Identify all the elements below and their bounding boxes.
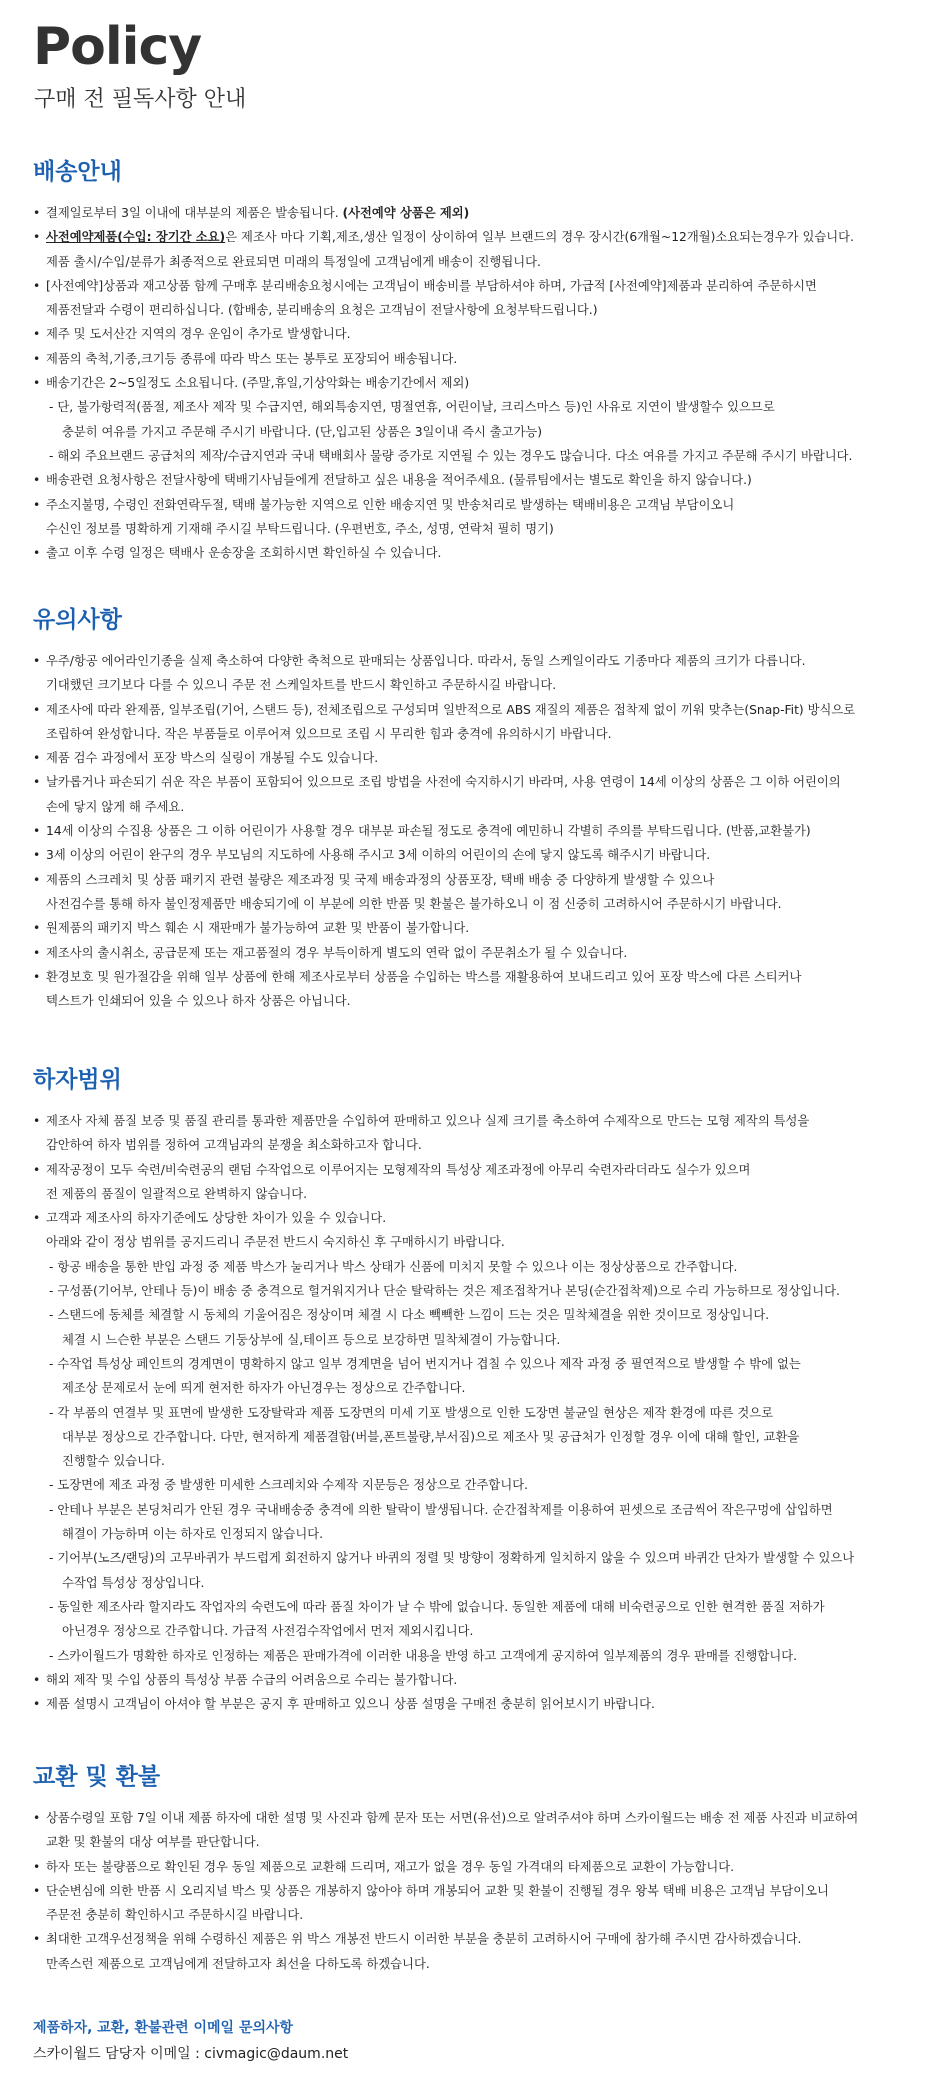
- list-item: • 원제품의 패키지 박스 훼손 시 재판매가 불가능하여 교환 및 반품이 불가합니다.: [33, 916, 903, 940]
- contact-title: 제품하자, 교환, 환불관련 이메일 문의사항: [33, 2020, 294, 2036]
- list-item: • 제조사의 출시취소, 공급문제 또는 재고품절의 경우 부득이하게 별도의 연락 없이 주문취소가 될 수 있습니다.: [33, 941, 903, 965]
- caution-section: [33, 600, 903, 1013]
- list-item: • 우주/항공 에어라인기종을 실제 축소하여 다양한 축척으로 판매되는 상품입니다. 따라서, 동일 스케일이라도 기종마다 제품의 크기가 다릅니다.: [33, 649, 903, 673]
- defects-heading: 하자범위: [33, 1067, 122, 1093]
- list-item-continued: 만족스런 제품으로 고객님에게 전달하고자 최선을 다하도록 하겠습니다.: [46, 1956, 430, 1971]
- defects-list: [33, 1109, 903, 1716]
- list-item-continued: 기대했던 크기보다 다를 수 있으니 주문 전 스케일차트를 반드시 확인하고 주문하시길 바랍니다.: [46, 678, 557, 693]
- caution-list: [33, 649, 903, 1013]
- sub-item-continued: 수작업 특성상 정상입니다.: [62, 1575, 205, 1590]
- list-item: • 제품 검수 과정에서 포장 박스의 실링이 개봉될 수도 있습니다.: [33, 746, 903, 770]
- list-item: • 제주 및 도서산간 지역의 경우 운임이 추가로 발생합니다.: [33, 322, 903, 346]
- contact-email: 스카이월드 담당자 이메일 : civmagic@daum.net: [33, 2046, 349, 2062]
- list-item-continued: 감안하여 하자 범위를 정하여 고객님과의 분쟁을 최소화하고자 합니다.: [46, 1138, 422, 1153]
- list-item: • 상품수령일 포함 7일 이내 제품 하자에 대한 설명 및 사진과 함께 문자 또는 서면(유선)으로 알려주셔야 하며 스카이월드는 배송 전 제품 사진과 비교하여: [33, 1806, 903, 1830]
- list-item: • 환경보호 및 원가절감을 위해 일부 상품에 한해 제조사로부터 상품을 수입하는 박스를 재활용하여 보내드리고 있어 포장 박스에 다른 스티커나: [33, 965, 903, 989]
- list-item: • [사전예약]상품과 재고상품 함께 구매후 분리배송요청시에는 고객님이 배송비를 부담하셔야 하며, 가급적 [사전예약]제품과 분리하여 주문하시면: [33, 274, 903, 298]
- list-item: • 날카롭거나 파손되기 쉬운 작은 부품이 포함되어 있으므로 조립 방법을 사전에 숙지하시기 바라며, 사용 연령이 14세 이상의 상품은 그 이하 어린이의: [33, 770, 903, 794]
- list-item: • 고객과 제조사의 하자기준에도 상당한 차이가 있을 수 있습니다.: [33, 1206, 903, 1230]
- list-item-continued: 아래와 같이 정상 범위를 공지드리니 주문전 반드시 숙지하신 후 구매하시기 바랍니다.: [46, 1235, 505, 1250]
- defects-section: [33, 1060, 903, 1716]
- sub-item: - 수작업 특성상 페인트의 경계면이 명확하지 않고 일부 경계면을 넘어 번지거나 겹칠 수 있으나 제작 과정 중 필연적으로 발생할 수 밖에 없는: [49, 1356, 801, 1371]
- sub-item: - 항공 배송을 통한 반입 과정 중 제품 박스가 눌리거나 박스 상태가 신품에 미치지 못할 수 있으나 이는 정상상품으로 간주합니다.: [49, 1259, 738, 1274]
- sub-item: - 각 부품의 연결부 및 표면에 발생한 도장탈락과 제품 도장면의 미세 기포 발생으로 인한 도장면 불균일 현상은 제작 환경에 따른 것으로: [49, 1405, 774, 1420]
- sub-item-continued: 아닌경우 정상으로 간주합니다. 가급적 사전검수작업에서 먼저 제외시킵니다.: [62, 1624, 474, 1639]
- sub-item-continued: 진행할수 있습니다.: [62, 1454, 165, 1469]
- sub-item: - 해외 주요브랜드 공급처의 제작/수급지연과 국내 택배회사 물량 증가로 지연될 수 있는 경우도 많습니다. 다소 여유를 가지고 주문해 주시기 바랍니다.: [49, 448, 853, 463]
- sub-item: - 구성품(기어부, 안테나 등)이 배송 중 충격으로 헐거워지거나 단순 탈락하는 것은 제조접착거나 본딩(순간접착제)으로 수리 가능하므로 정상입니다.: [49, 1284, 840, 1299]
- sub-item: - 단, 불가항력적(품절, 제조사 제작 및 수급지연, 해외특송지연, 명절연휴, 어린이날, 크리스마스 등)인 사유로 지연이 발생할수 있으므로: [49, 400, 775, 415]
- list-item-continued: 수신인 정보를 명확하게 기재해 주시길 부탁드립니다. (우편번호, 주소, 성명, 연락처 필히 명기): [46, 521, 554, 536]
- list-item: • 제품의 축척,기종,크기등 종류에 따라 박스 또는 봉투로 포장되어 배송됩니다.: [33, 347, 903, 371]
- list-item-continued: 손에 닿지 않게 해 주세요.: [46, 799, 185, 814]
- list-item: • 결제일로부터 3일 이내에 대부분의 제품은 발송됩니다. (사전예약 상품은 제외): [33, 201, 903, 225]
- exchange-section: [33, 1757, 903, 1976]
- list-item-continued: 전 제품의 품질이 일괄적으로 완벽하지 않습니다.: [46, 1186, 308, 1201]
- list-item: • 제조사 자체 품질 보증 및 품질 관리를 통과한 제품만을 수입하여 판매하고 있으나 실제 크기를 축소하여 수제작으로 만드는 모형 제작의 특성을: [33, 1109, 903, 1133]
- list-item: • 배송기간은 2~5일정도 소요됩니다. (주말,휴일,기상악화는 배송기간에서 제외): [33, 371, 903, 395]
- shipping-heading: 배송안내: [33, 159, 122, 185]
- list-item: • 제작공정이 모두 숙련/비숙련공의 랜덤 수작업으로 이루어지는 모형제작의 특성상 제조과정에 아무리 숙련자라더라도 실수가 있으며: [33, 1158, 903, 1182]
- list-item: • 배송관련 요청사항은 전달사항에 택배기사님들에게 전달하고 싶은 내용을 적어주세요. (물류팀에서는 별도로 확인을 하지 않습니다.): [33, 468, 903, 492]
- list-item: • 제품의 스크레치 및 상품 패키지 관련 불량은 제조과정 및 국제 배송과정의 상품포장, 택배 배송 중 다양하게 발생할 수 있으나: [33, 868, 903, 892]
- list-item: • 해외 제작 및 수입 상품의 특성상 부품 수급의 어려움으로 수리는 불가합니다.: [33, 1668, 903, 1692]
- list-item-continued: 제품 출시/수입/분류가 최종적으로 완료되면 미래의 특정일에 고객님에게 배송이 진행됩니다.: [46, 254, 541, 269]
- list-item: • 주소지불명, 수령인 전화연락두절, 택배 불가능한 지역으로 인한 배송지연 및 반송처리로 발생하는 택배비용은 고객님 부담이오니: [33, 493, 903, 517]
- sub-item-continued: 충분히 여유를 가지고 주문해 주시기 바랍니다. (단,입고된 상품은 3일이내 즉시 출고가능): [62, 424, 543, 439]
- sub-item: - 도장면에 제조 과정 중 발생한 미세한 스크레치와 수제작 지문등은 정상으로 간주합니다.: [49, 1478, 528, 1493]
- exchange-heading: 교환 및 환불: [33, 1764, 161, 1790]
- preorder-highlight: 사전예약제품(수입: 장기간 소요): [46, 230, 226, 245]
- sub-item: - 동일한 제조사라 할지라도 작업자의 숙련도에 따라 품질 차이가 날 수 밖에 없습니다. 동일한 제품에 대해 비숙련공으로 인한 현격한 품질 저하가: [49, 1599, 825, 1614]
- sub-item-continued: 대부분 정상으로 간주합니다. 다만, 현저하게 제품결함(버블,폰트불량,부서짐)으로 제조사 및 공급처가 인정할 경우 이에 대해 할인, 교환을: [62, 1429, 800, 1444]
- sub-item: - 안테나 부분은 본딩처리가 안된 경우 국내배송중 충격에 의한 탈락이 발생됩니다. 순간접착제를 이용하여 핀셋으로 조금씩어 작은구멍에 삽입하면: [49, 1502, 833, 1517]
- sub-item-continued: 체결 시 느슨한 부분은 스탠드 기둥상부에 실,테이프 등으로 보강하면 밀착체결이 가능합니다.: [62, 1332, 561, 1347]
- list-item-continued: 텍스트가 인쇄되어 있을 수 있으나 하자 상품은 아닙니다.: [46, 994, 351, 1009]
- sub-item: - 기어부(노즈/랜딩)의 고무바퀴가 부드럽게 회전하지 않거나 바퀴의 정렬 및 방향이 정확하게 일치하지 않을 수 있으며 바퀴간 단차가 발생할 수 있으나: [49, 1551, 855, 1566]
- list-item-continued: 주문전 충분히 확인하시고 주문하시길 바랍니다.: [46, 1908, 304, 1923]
- shipping-list: [33, 201, 903, 565]
- shipping-section: [33, 152, 903, 565]
- sub-item: - 스탠드에 동체를 체결할 시 동체의 기울어짐은 정상이며 체결 시 다소 빽빽한 느낌이 드는 것은 밀착체결을 위한 것이므로 정상입니다.: [49, 1308, 770, 1323]
- list-item-continued: 조립하여 완성합니다. 작은 부품들로 이루어져 있으므로 조립 시 무리한 힘과 충격에 유의하시기 바랍니다.: [46, 726, 612, 741]
- list-item: • 3세 이상의 어린이 완구의 경우 부모님의 지도하에 사용해 주시고 3세 이하의 어린이의 손에 닿지 않도록 해주시기 바랍니다.: [33, 843, 903, 867]
- list-item: • 14세 이상의 수집용 상품은 그 이하 어린이가 사용할 경우 대부분 파손될 정도로 충격에 예민하니 각별히 주의를 부탁드립니다. (반품,교환불가): [33, 819, 903, 843]
- contact-block: [33, 2015, 348, 2067]
- list-item: • 최대한 고객우선정책을 위해 수령하신 제품은 위 박스 개봉전 반드시 이러한 부분을 충분히 고려하시어 구매에 참가해 주시면 감사하겠습니다.: [33, 1927, 903, 1951]
- list-item: • 출고 이후 수령 일정은 택배사 운송장을 조회하시면 확인하실 수 있습니다.: [33, 541, 903, 565]
- exchange-list: [33, 1806, 903, 1976]
- page-subtitle: 구매 전 필독사항 안내: [34, 87, 247, 112]
- list-item-continued: 제품전달과 수령이 편리하십니다. (합배송, 분리배송의 요청은 고객님이 전달사항에 요청부탁드립니다.): [46, 303, 598, 318]
- sub-item: - 스카이월드가 명확한 하자로 인정하는 제품은 판매가격에 이러한 내용을 반영 하고 고객에게 공지하여 일부제품의 경우 판매를 진행합니다.: [49, 1648, 797, 1663]
- page-title: Policy: [33, 17, 202, 77]
- list-item-continued: 사전검수를 통해 하자 불인정제품만 배송되기에 이 부분에 의한 반품 및 환불은 불가하오니 이 점 신중히 고려하시어 주문하시기 바랍니다.: [46, 896, 782, 911]
- list-item-continued: 교환 및 환불의 대상 여부를 판단합니다.: [46, 1835, 260, 1850]
- list-item: • 단순변심에 의한 반품 시 오리지널 박스 및 상품은 개봉하지 않아야 하며 개봉되어 교환 및 환불이 진행될 경우 왕복 택배 비용은 고객님 부담이오니: [33, 1879, 903, 1903]
- list-item: • 제조사에 따라 완제품, 일부조립(기어, 스탠드 등), 전체조립으로 구성되며 일반적으로 ABS 재질의 제품은 접착제 없이 끼워 맞추는(Snap-Fit) 방식으로: [33, 698, 903, 722]
- list-item: • 제품 설명시 고객님이 아셔야 할 부분은 공지 후 판매하고 있으니 상품 설명을 구매전 충분히 읽어보시기 바랍니다.: [33, 1692, 903, 1716]
- list-item: • 하자 또는 불량품으로 확인된 경우 동일 제품으로 교환해 드리며, 재고가 없을 경우 동일 가격대의 타제품으로 교환이 가능합니다.: [33, 1855, 903, 1879]
- shipping-exception-note: (사전예약 상품은 제외): [342, 206, 470, 220]
- sub-item-continued: 해결이 가능하며 이는 하자로 인정되지 않습니다.: [62, 1527, 324, 1542]
- caution-heading: 유의사항: [33, 607, 122, 633]
- list-item: • 사전예약제품(수입: 장기간 소요)은 제조사 마다 기획,제조,생산 일정이 상이하여 일부 브랜드의 경우 장시간(6개월~12개월)소요되는경우가 있습니다.: [33, 225, 903, 249]
- sub-item-continued: 제조상 문제로서 눈에 띄게 현저한 하자가 아닌경우는 정상으로 간주합니다.: [62, 1381, 466, 1396]
